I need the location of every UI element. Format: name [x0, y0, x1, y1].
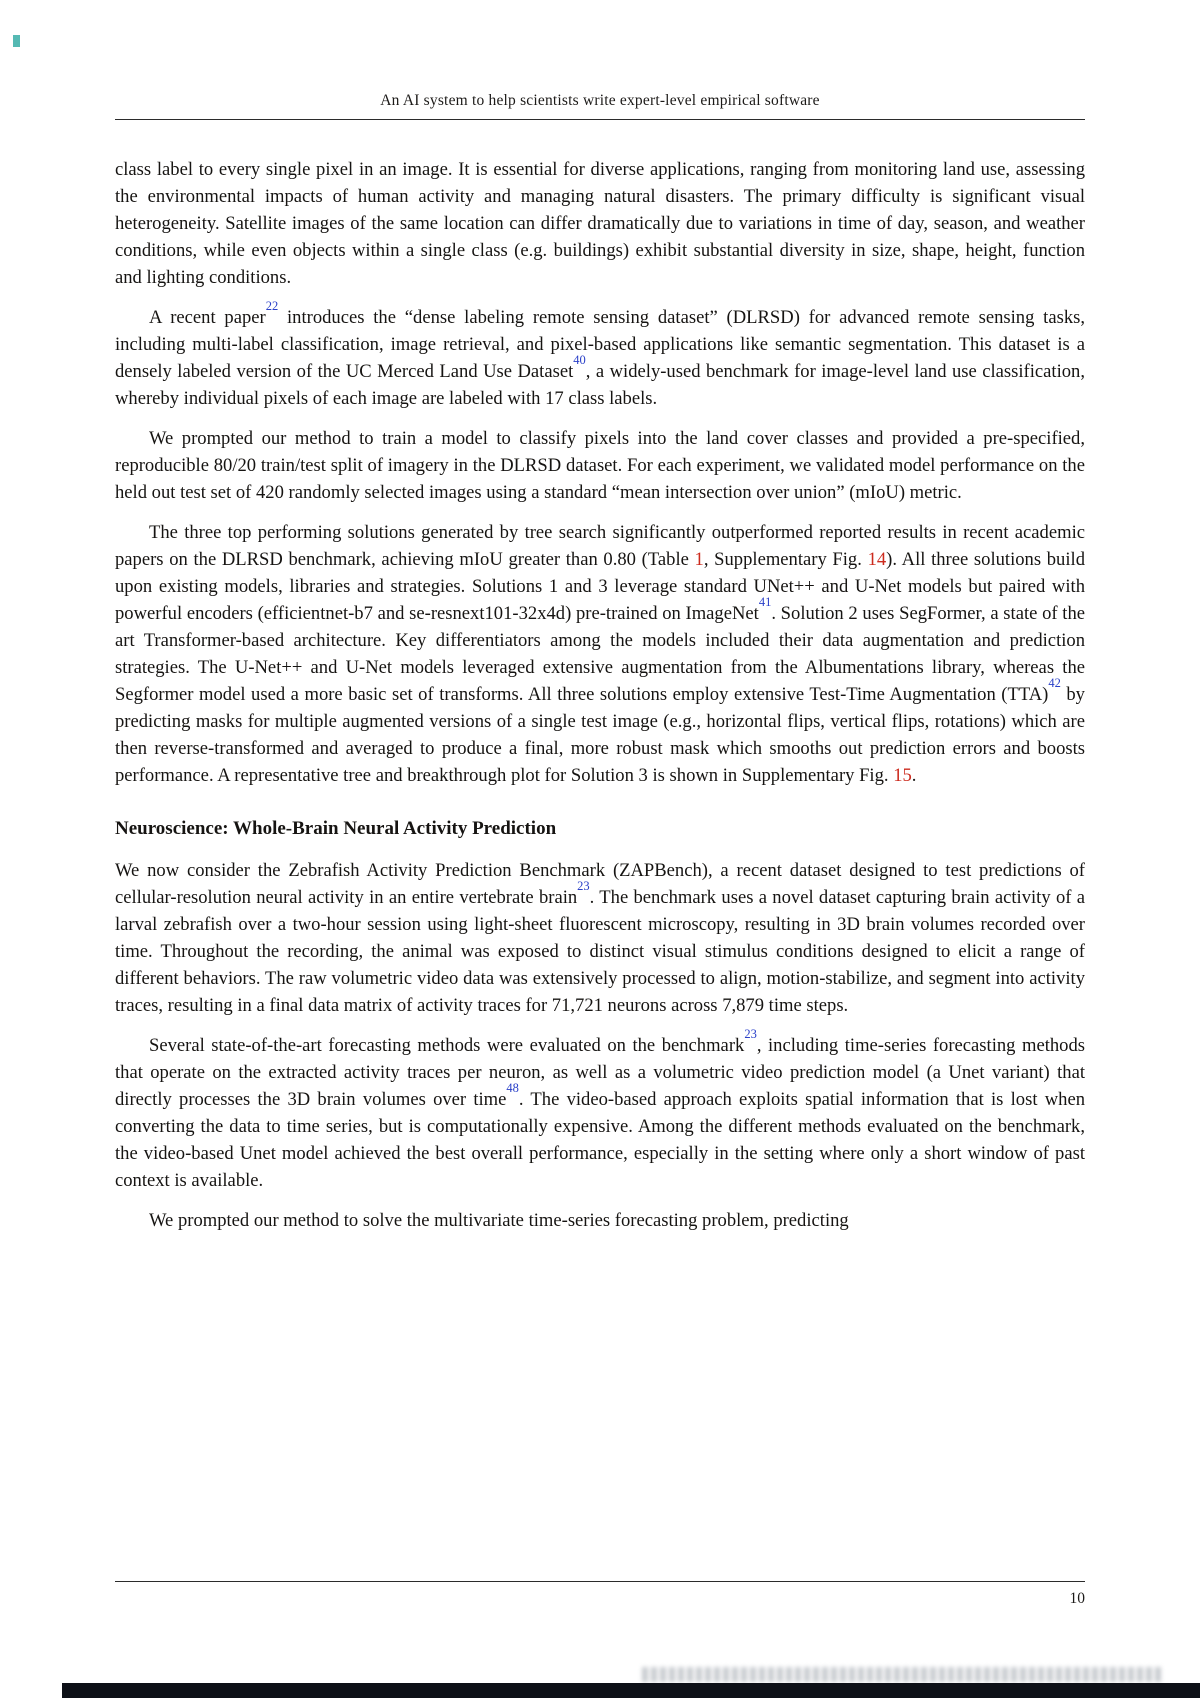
- body-text: , Supplementary Fig.: [703, 549, 868, 570]
- paragraph: [115, 1027, 1085, 1194]
- running-header: [115, 0, 1085, 120]
- body-text: Several state-of-the-art forecasting methods were evaluated on the benchmark: [149, 1035, 745, 1056]
- body-text: We prompted our method to solve the multivariate time-series forecasting problem, predicting: [149, 1210, 849, 1231]
- paragraph: [115, 519, 1085, 789]
- running-title: An AI system to help scientists write expert-level empirical software: [380, 92, 820, 109]
- body-text: introduces the “dense labeling remote sensing dataset” (DLRSD) for advanced remote sensing tasks, including multi-label classification, image retrieval, and pixel-based applications like semantic segmentation. This dataset is a densely labeled version of the UC Merced Land Use Dataset: [115, 307, 1086, 382]
- body-text: , including time-series forecasting methods that operate on the extracted activity traces per neuron, as well as a volumetric video prediction model (a Unet variant) that directly processes the 3D brain volumes over time: [115, 1035, 1085, 1110]
- article-body: [115, 156, 1085, 1234]
- page-number: 10: [1069, 1590, 1085, 1607]
- body-text: The three top performing solutions generated by tree search significantly outperformed reported results in recent academic papers on the DLRSD benchmark, achieving mIoU greater than 0.80 (Table: [115, 522, 1085, 570]
- body-text: We prompted our method to train a model to classify pixels into the land cover classes and provided a pre-specified, reproducible 80/20 train/test split of imagery in the DLRSD dataset. For each experiment, we validated model performance on the held out test set of 420 randomly selected images using a standard “mean intersection over union” (mIoU) metric.: [115, 428, 1085, 503]
- body-text: . The video-based approach exploits spatial information that is lost when converting the data to time series, but is computationally expensive. Among the different methods evaluated on the benchmark, the video-based Unet model achieved the best overall performance, especially in the setting where only a short window of past context is available.: [115, 1089, 1085, 1191]
- watermark-blur: [642, 1667, 1162, 1682]
- citation-superscript[interactable]: 41: [758, 595, 772, 610]
- page-footer: [115, 1581, 1085, 1608]
- internal-reference-link[interactable]: 1: [694, 549, 704, 570]
- body-text: We now consider the Zebrafish Activity Prediction Benchmark (ZAPBench), a recent dataset designed to test predictions of cellular-resolution neural activity in an entire vertebrate brain: [115, 860, 1085, 908]
- body-text: A recent paper: [149, 307, 266, 328]
- paragraph: [115, 857, 1085, 1019]
- internal-reference-link[interactable]: 15: [893, 765, 912, 786]
- paragraph: [115, 1207, 1085, 1234]
- paragraph: [115, 156, 1085, 291]
- body-text: class label to every single pixel in an image. It is essential for diverse applications, ranging from monitoring land use, assessing the environmental impacts of human activity and managing natural disasters. The primary difficulty is significant visual heterogeneity. Satellite images of the same location can differ dramatically due to variations in time of day, season, and weather conditions, while even objects within a single class (e.g. buildings) exhibit substantial diversity in size, shape, height, function and lighting conditions.: [115, 159, 1085, 288]
- citation-superscript[interactable]: 42: [1048, 676, 1061, 691]
- body-text: ). All three solutions build upon existing models, libraries and strategies. Solutions 1 and 3 leverage standard UNet++ and U-Net models but paired with powerful encoders (efficientnet-b7 and se-resnext101-32x4d) pre-trained on ImageNet: [115, 549, 1085, 624]
- body-text: .: [911, 765, 917, 786]
- paragraph: [115, 425, 1085, 506]
- body-text: . Solution 2 uses SegFormer, a state of the art Transformer-based architecture. Key differentiators among the models included their data augmentation and prediction strategies. The U-Net++ and U-Net models leveraged extensive augmentation from the Albumentations library, whereas the Segformer model used a more basic set of transforms. All three solutions employ extensive Test-Time Augmentation (TTA): [115, 603, 1085, 705]
- citation-superscript[interactable]: 48: [506, 1081, 519, 1096]
- bottom-bar: [62, 1683, 1200, 1698]
- internal-reference-link[interactable]: 14: [867, 549, 887, 570]
- citation-superscript[interactable]: 22: [265, 299, 279, 314]
- section-heading: Neuroscience: Whole-Brain Neural Activity Prediction: [115, 818, 557, 839]
- header-rule: [115, 119, 1085, 120]
- scan-artifact: [13, 35, 20, 47]
- body-text: . The benchmark uses a novel dataset capturing brain activity of a larval zebrafish over a two-hour session using light-sheet fluorescent microscopy, resulting in 3D brain volumes recorded over time. Throughout the recording, the animal was exposed to distinct visual stimulus conditions designed to elicit a range of different behaviors. The raw volumetric video data was extensively processed to align, motion-stabilize, and segment into activity traces, resulting in a final data matrix of activity traces for 71,721 neurons across 7,879 time steps.: [115, 887, 1085, 1016]
- citation-superscript[interactable]: 23: [744, 1027, 757, 1042]
- citation-superscript[interactable]: 23: [577, 879, 590, 894]
- body-text: by predicting masks for multiple augmented versions of a single test image (e.g., horizontal flips, vertical flips, rotations) which are then reverse-transformed and averaged to produce a final, more robust mask which smooths out prediction errors and boosts performance. A representative tree and breakthrough plot for Solution 3 is shown in Supplementary Fig.: [115, 684, 1085, 786]
- body-text: , a widely-used benchmark for image-level land use classification, whereby individual pixels of each image are labeled with 17 class labels.: [115, 361, 1085, 409]
- citation-superscript[interactable]: 40: [573, 353, 586, 368]
- paragraph: [115, 299, 1086, 412]
